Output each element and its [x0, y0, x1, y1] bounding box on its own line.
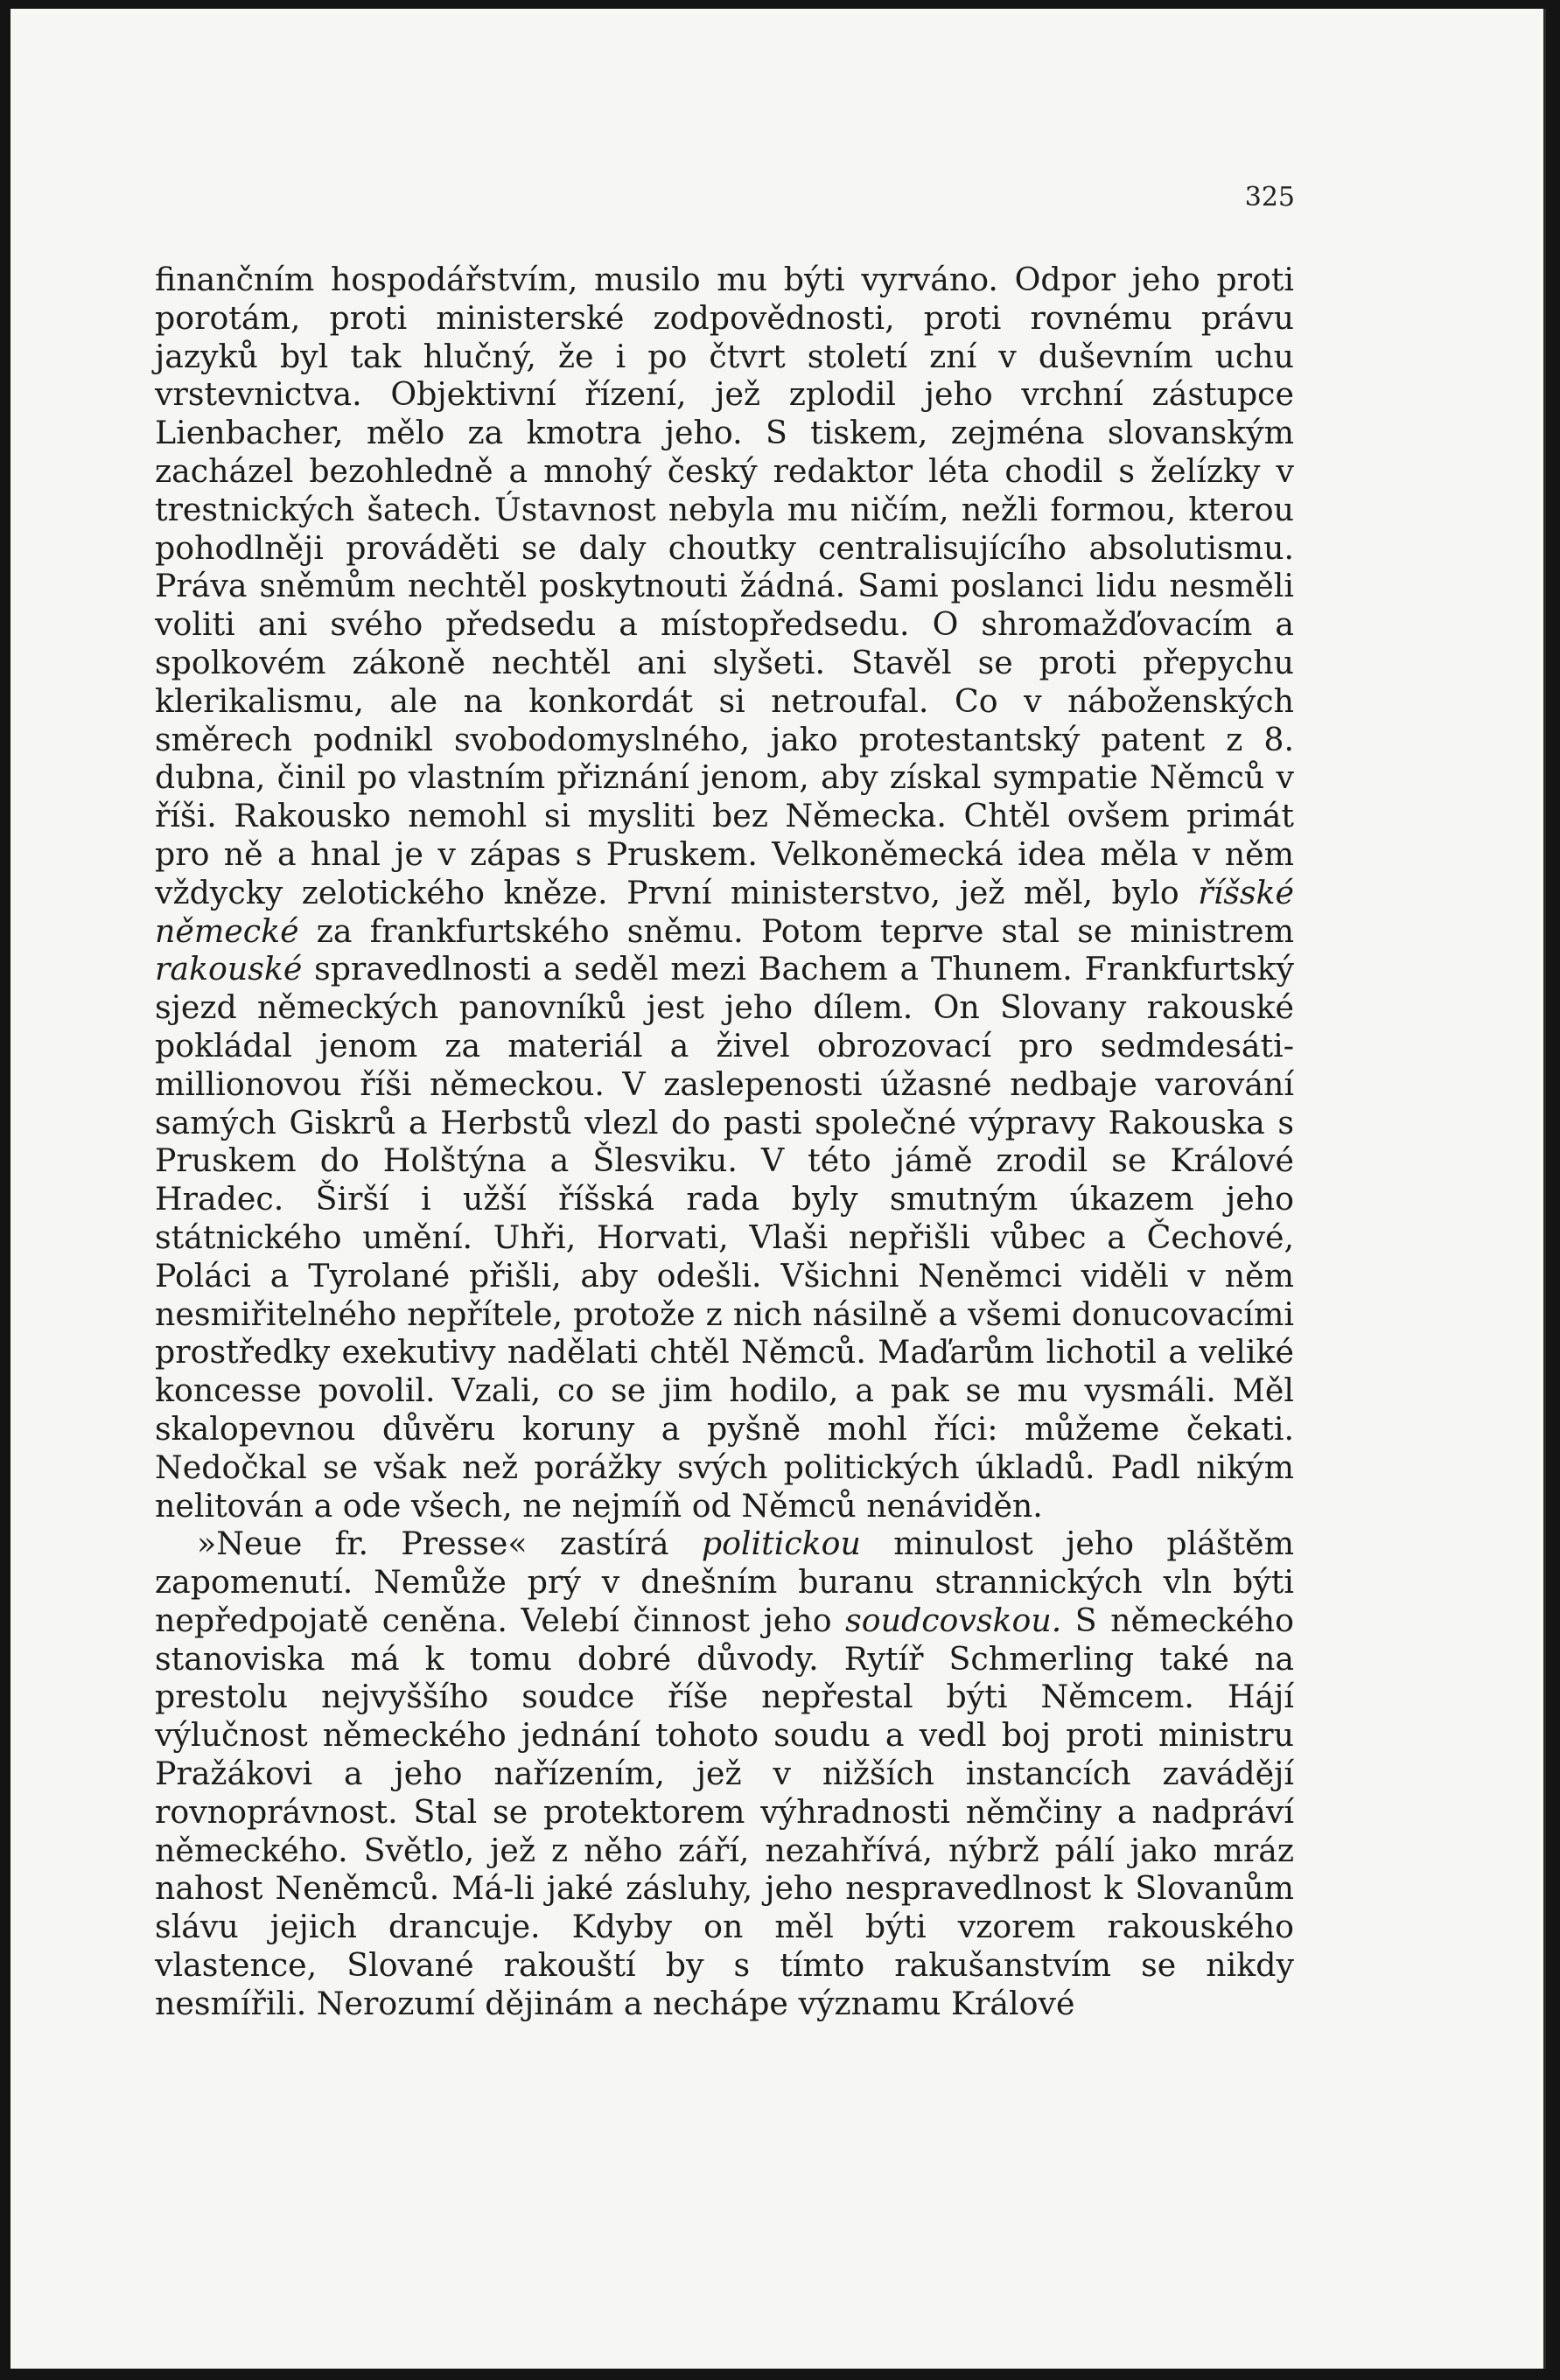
text-run: minulost jeho pláštěm zapomenutí. Nemůže prý v dnešním buranu strannických vln býti nepředpojatě ceněna. Velebí činnost jeho [155, 1525, 1294, 1639]
italic-text-run: soudcovskou. [845, 1601, 1062, 1639]
text-run: za frankfurtského sněmu. Potom teprve stal se ministrem [298, 911, 1294, 950]
paragraph [155, 261, 1294, 1525]
body-text [155, 261, 1294, 2023]
italic-text-run: rakouské [155, 950, 303, 988]
text-run: finančním hospodářstvím, musilo mu býti vyrváno. Odpor jeho proti porotám, proti ministerské zodpovědnosti, proti rovnému právu jazyků byl tak hlučný, že i po čtvrt století zní v duševním uchu vrstevnictva. Objektivní řízení, jež zplodil jeho vrchní zástupce Lienbacher, mělo za kmotra jeho. S tiskem, zejména slovanským zacházel bezohledně a mnohý český redaktor léta chodil s želízky v trestnických šatech. Ústavnost nebyla mu ničím, nežli formou, kterou pohodlněji prováděti se daly choutky centralisujícího absolutismu. Práva sněmům nechtěl poskytnouti žádná. Sami poslanci lidu nesměli voliti ani svého předsedu a místopředsedu. O shromažďovacím a spolkovém zákoně nechtěl ani slyšeti. Stavěl se proti přepychu klerikalismu, ale na konkordát si netroufal. Co v náboženských směrech podnikl svobodomyslného, jako protestantský patent z 8. dubna, činil po vlastním přiznání jenom, aby získal sympatie Němců v říši. Rakousko nemohl si mysliti bez Německa. Chtěl ovšem primát pro ně a hnal je v zápas s Pruskem. Velkoněmecká idea měla v něm vždycky zelotického kněze. První ministerstvo, jež měl, bylo [155, 261, 1294, 911]
text-run: »Neue fr. Presse« zastírá [197, 1525, 702, 1563]
book-page [10, 9, 1546, 2369]
italic-text-run: říšské německé [155, 873, 1294, 950]
italic-text-run: politickou [701, 1525, 861, 1563]
text-run: S německého stanoviska má k tomu dobré důvody. Rytíř Schmerling také na prestolu nejvyššího soudce říše nepřestal býti Němcem. Hájí výlučnost německého jednání tohoto soudu a vedl boj proti ministru Pražákovi a jeho nařízením, jež v nižších instancích zavádějí rovnoprávnost. Stal se protektorem výhradnosti němčiny a nadpráví německého. Světlo, jež z něho září, nezahřívá, nýbrž pálí jako mráz nahost Neněmců. Má-li jaké zásluhy, jeho nespravedlnost k Slovanům slávu jejich drancuje. Kdyby on měl býti vzorem rakouského vlastence, Slované rakouští by s tímto rakušanstvím se nikdy nesmířili. Nerozumí dějinám a nechápe významu Králové [155, 1601, 1294, 2022]
page-number: 325 [1244, 182, 1295, 213]
text-run: spravedlnosti a seděl mezi Bachem a Thunem. Frankfurtský sjezd německých panovníků jest jeho dílem. On Slovany rakouské pokládal jenom za materiál a živel obrozovací pro sedmdesáti-millionovou říši německou. V zaslepenosti úžasné nedbaje varování samých Giskrů a Herbstů vlezl do pasti společné výpravy Rakouska s Pruskem do Holštýna a Šlesviku. V této jámě zrodil se Králové Hradec. Širší i užší říšská rada byly smutným úkazem jeho státnického umění. Uhři, Horvati, Vlaši nepřišli vůbec a Čechové, Poláci a Tyrolané přišli, aby odešli. Všichni Neněmci viděli v něm nesmiřitelného nepřítele, protože z nich násilně a všemi donucovacími prostředky exekutivy nadělati chtěl Němců. Maďarům lichotil a veliké koncesse povolil. Vzali, co se jim hodilo, a pak se mu vysmáli. Měl skalopevnou důvěru koruny a pyšně mohl říci: můžeme čekati. Nedočkal se však než porážky svých politických úkladů. Padl nikým nelitován a ode všech, ne nejmíň od Němců nenáviděn. [155, 950, 1294, 1525]
paragraph [155, 1525, 1294, 2022]
